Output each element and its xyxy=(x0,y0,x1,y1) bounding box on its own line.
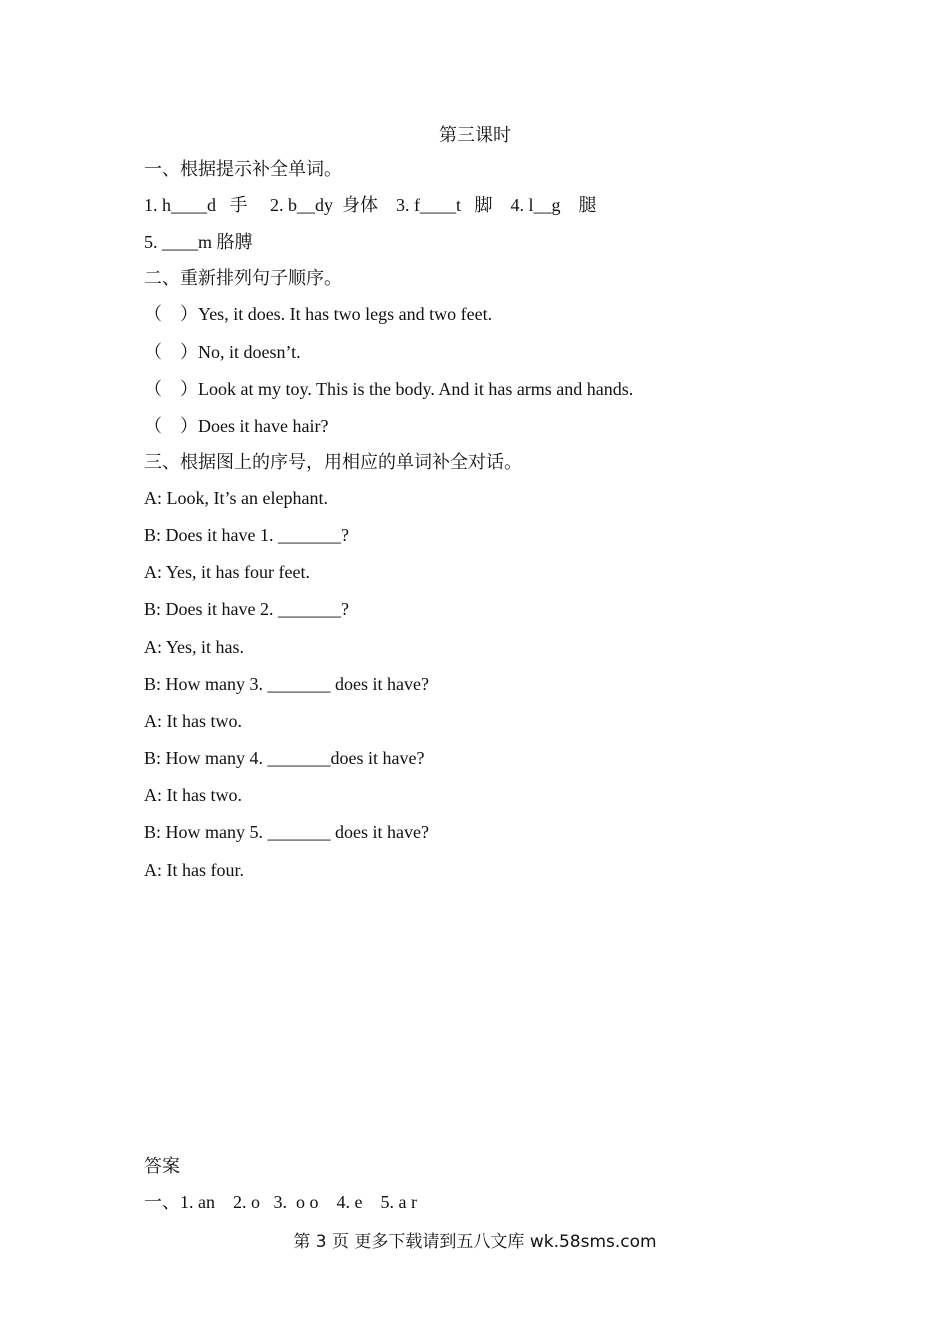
reorder-item-2: （ ）No, it doesn’t. xyxy=(144,342,301,362)
section1-line-1: 1. h____d 手 2. b__dy 身体 3. f____t 脚 4. l__g 腿 xyxy=(144,195,597,215)
dialogue-line-7: A: It has two. xyxy=(144,711,242,731)
dialogue-line-4: B: Does it have 2. _______? xyxy=(144,599,349,619)
dialogue-line-5: A: Yes, it has. xyxy=(144,637,245,657)
dialogue-line-8: B: How many 4. _______does it have? xyxy=(144,748,425,768)
page-title: 第三课时 xyxy=(439,125,511,145)
answers-heading: 答案 xyxy=(144,1156,180,1176)
dialogue-line-11: A: It has four. xyxy=(144,860,244,880)
dialogue-line-2: B: Does it have 1. _______? xyxy=(144,525,349,545)
dialogue-line-3: A: Yes, it has four feet. xyxy=(144,562,310,582)
section3-heading: 三、根据图上的序号，用相应的单词补全对话。 xyxy=(144,452,522,472)
reorder-item-1: （ ）Yes, it does. It has two legs and two feet. xyxy=(144,304,493,324)
reorder-item-3: （ ）Look at my toy. This is the body. And it has arms and hands. xyxy=(144,379,634,399)
section1-line-2: 5. ____m 胳膊 xyxy=(144,232,253,252)
dialogue-line-1: A: Look, It’s an elephant. xyxy=(144,488,328,508)
answers-line-1: 一、1. an 2. o 3. o o 4. e 5. a r xyxy=(144,1192,417,1212)
dialogue-line-9: A: It has two. xyxy=(144,785,242,805)
section2-heading: 二、重新排列句子顺序。 xyxy=(144,268,342,288)
section1-heading: 一、根据提示补全单词。 xyxy=(144,159,342,179)
page-footer: 第 3 页 更多下载请到五八文库 wk.58sms.com xyxy=(293,1232,657,1252)
reorder-item-4: （ ）Does it have hair? xyxy=(144,416,329,436)
dialogue-line-6: B: How many 3. _______ does it have? xyxy=(144,674,429,694)
dialogue-line-10: B: How many 5. _______ does it have? xyxy=(144,822,429,842)
